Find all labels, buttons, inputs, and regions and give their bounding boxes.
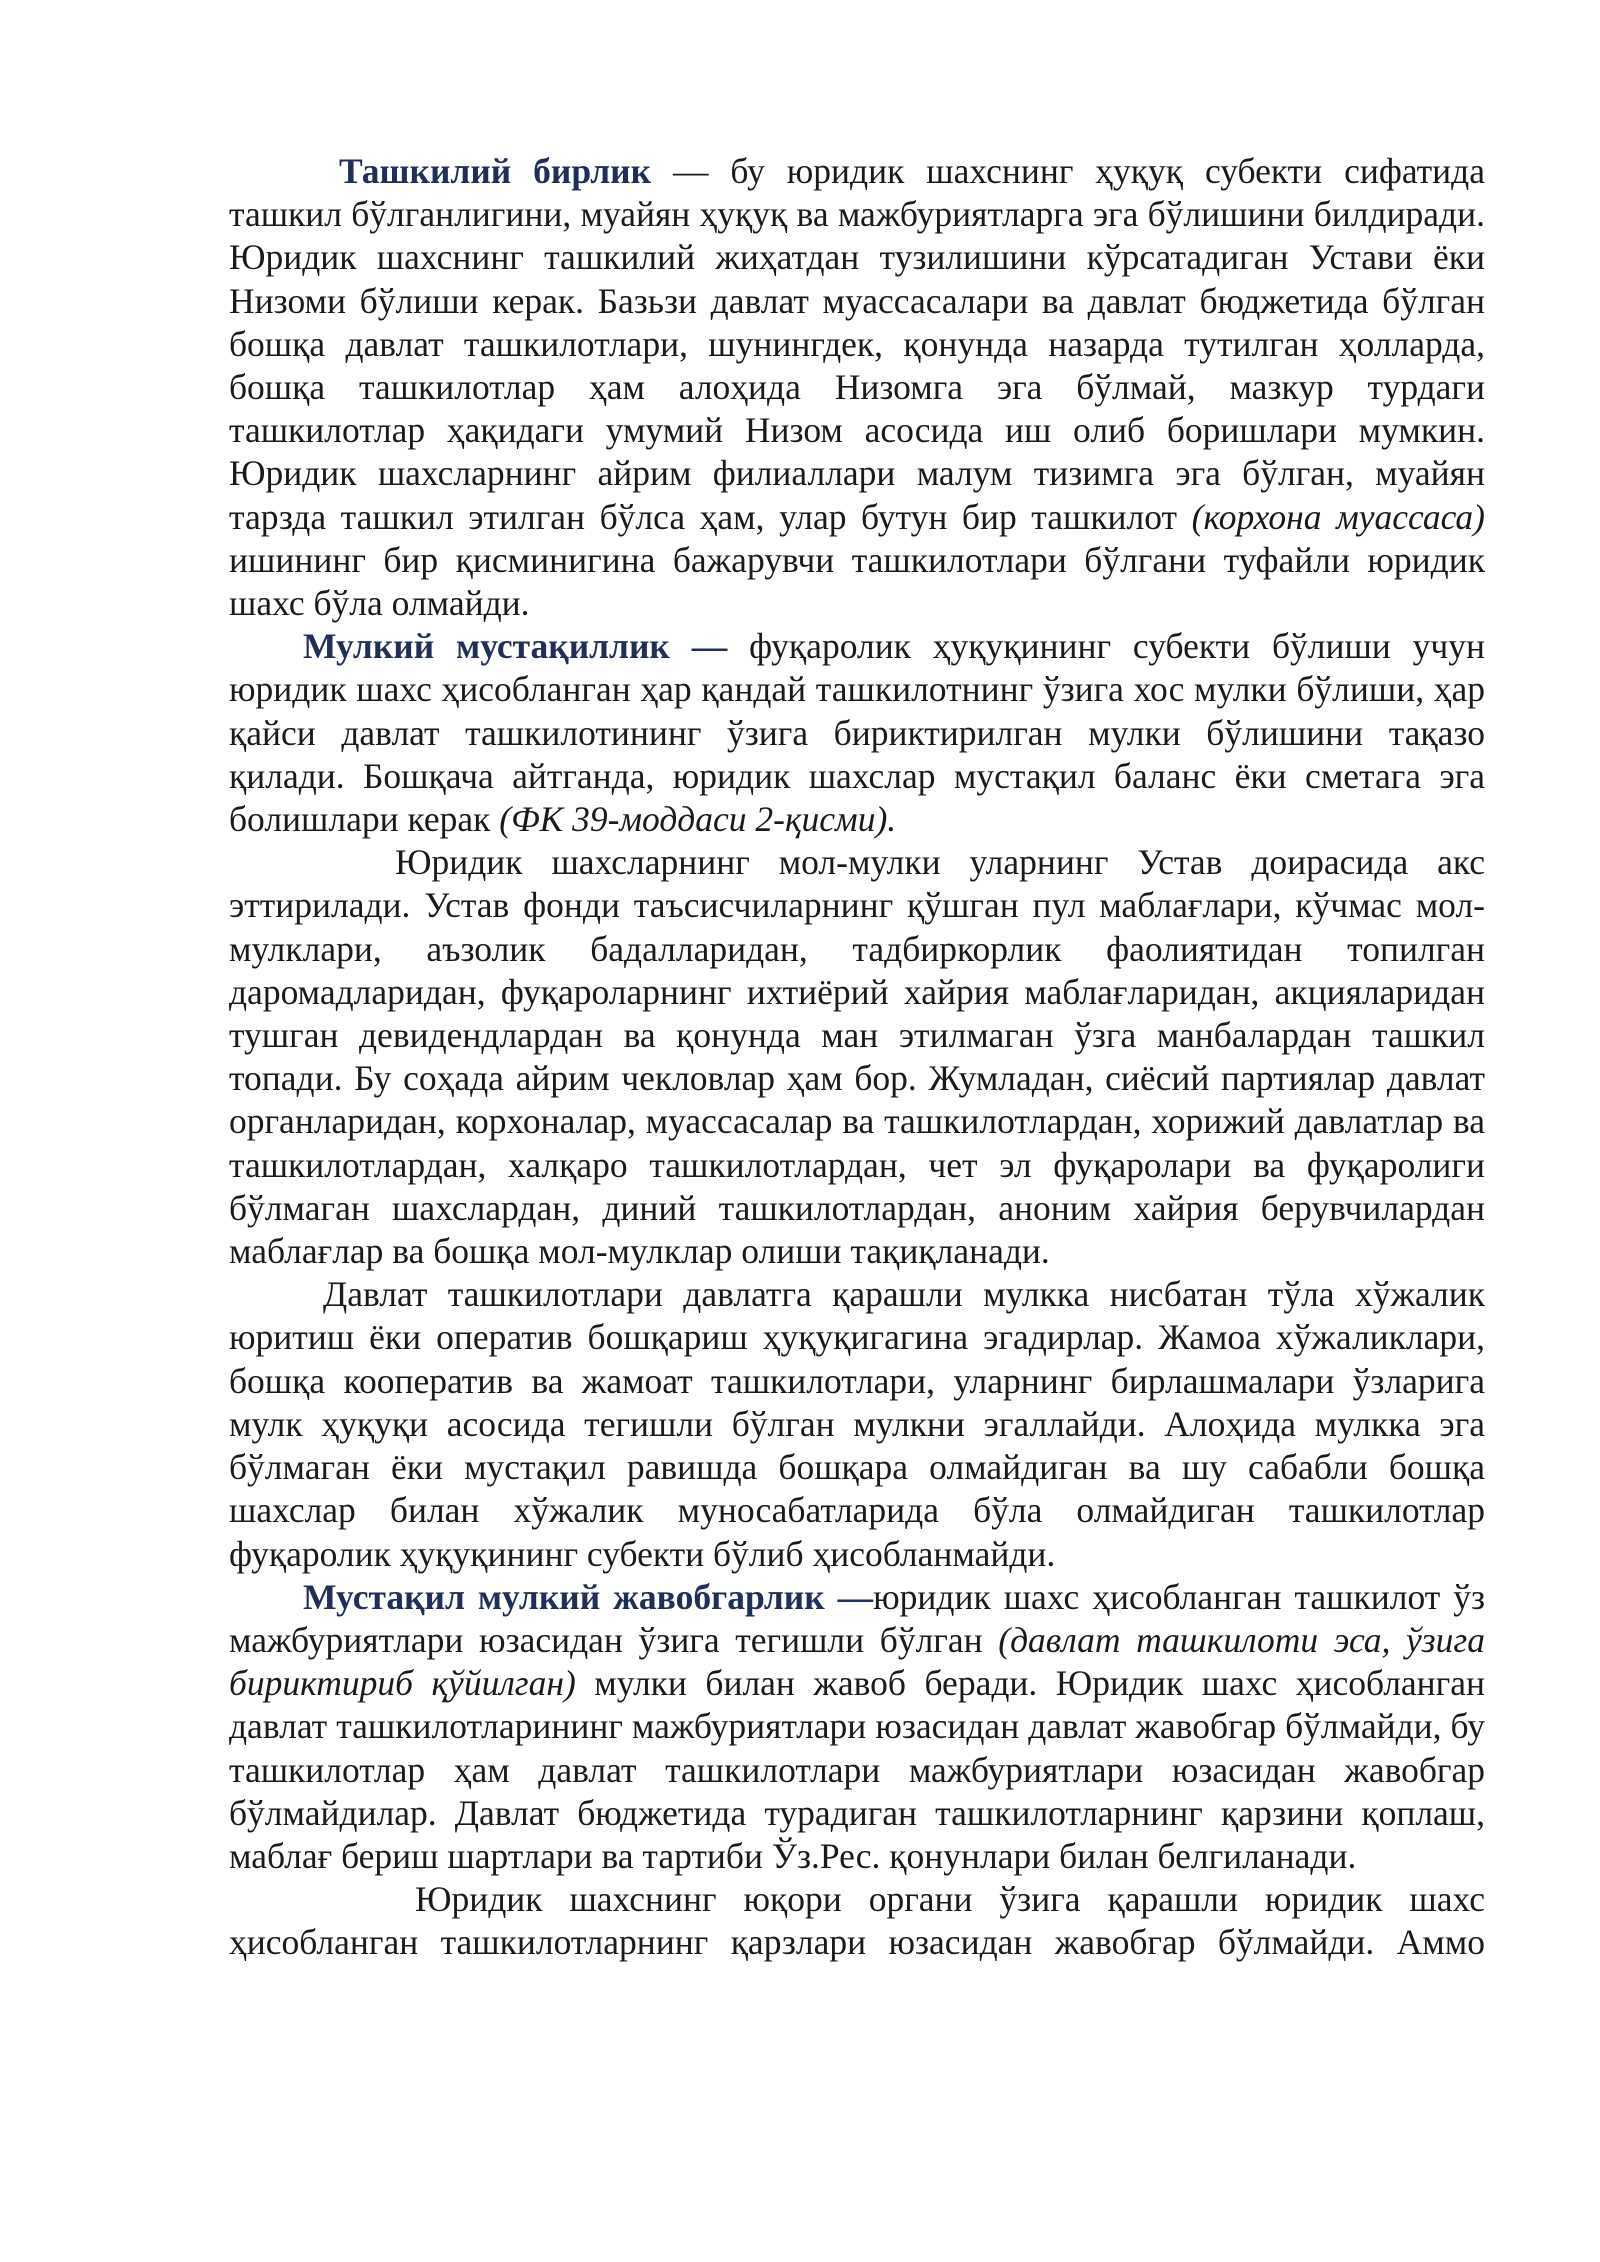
paragraph-property-independence [229, 625, 1485, 841]
italic-note: (ФК 39-моддаси 2-қисми). [499, 799, 897, 840]
term-property-independence: Мулкий мустақиллик — [303, 626, 728, 667]
paragraph-higher-body [229, 1878, 1485, 1964]
paragraph-organizational-unity [229, 150, 1485, 625]
italic-note: (корхона муассаса) [1191, 496, 1485, 537]
paragraph-text: ишининг бир қисминигина бажарувчи ташкилотлари бўлгани туфайли юридик шахс бўла олмайди. [229, 539, 1485, 624]
paragraph-property-sources [229, 841, 1485, 1273]
paragraph-independent-liability [229, 1576, 1485, 1878]
document-page [229, 150, 1485, 1965]
term-organizational-unity: Ташкилий бирлик [339, 151, 652, 191]
paragraph-text: Юридик шахснинг юқори органи ўзига қарашли юридик шахс ҳисобланган ташкилотларнинг қарзлари юзасидан жавобгар бўлмайди. Аммо [229, 1879, 1485, 1963]
paragraph-state-organizations [229, 1273, 1485, 1575]
paragraph-text: юридик шахс ҳисобланган ташкилот ўз мажбуриятлари юзасидан ўзига тегишли бўлган [229, 1576, 1485, 1660]
paragraph-text: Давлат ташкилотлари давлатга қарашли мулкка нисбатан тўла хўжалик юритиш ёки оператив бошқариш ҳуқуқигагина эгадирлар. Жамоа хўжаликлари, бошқа кооператив ва жамоат ташкилотлари, уларнинг бирлашмалари ўзларига мулк ҳуқуқи асосида тегишли бўлган мулкни эгаллайди. Алоҳида мулкка эга бўлмаган ёки мустақил равишда бошқара олмайдиган ва шу сабабли бошқа шахслар билан хўжалик муносабатларида бўла олмайдиган ташкилотлар фуқаролик ҳуқуқининг субекти бўлиб ҳисобланмайди. [229, 1274, 1485, 1574]
term-independent-liability: Мустақил мулкий жавобгарлик — [303, 1576, 874, 1617]
paragraph-text: фуқаролик ҳуқуқининг субекти бўлиши учун юридик шахс ҳисобланган ҳар қандай ташкилотнинг ўзига хос мулки бўлиши, ҳар қайси давлат ташкилотининг ўзига бириктирилган мулки бўлишини тақазо қилади. Бошқача айтганда, юридик шахслар мустақил баланс ёки сметага эга болишлари керак [229, 626, 1485, 840]
paragraph-text: — бу юридик шахснинг ҳуқуқ субекти сифатида ташкил бўлганлигини, муайян ҳуқуқ ва мажбуриятларга эга бўлишини билдиради. Юридик шахснинг ташкилий жиҳатдан тузилишини кўрсатадиган Устави ёки Низоми бўлиши керак. Базьзи давлат муассасалари ва давлат бюджетида бўлган бошқа давлат ташкилотлари, шунингдек, қонунда назарда тутилган ҳолларда, бошқа ташкилотлар ҳам алоҳида Низомга эга бўлмай, мазкур турдаги ташкилотлар ҳақидаги умумий Низом асосида иш олиб боришлари мумкин. Юридик шахсларнинг айрим филиаллари малум тизимга эга бўлган, муайян тарзда ташкил этилган бўлса ҳам, улар бутун бир ташкилот [229, 151, 1485, 537]
paragraph-text: Юридик шахсларнинг мол-мулки уларнинг Устав доирасида акс эттирилади. Устав фонди таъсисчиларнинг қўшган пул маблағлари, кўчмас мол-мулклари, аъзолик бадалларидан, тадбиркорлик фаолиятидан топилган даромадларидан, фуқароларнинг ихтиёрий хайрия маблағларидан, акцияларидан тушган девидендлардан ва қонунда ман этилмаган ўзга манбалардан ташкил топади. Бу соҳада айрим чекловлар ҳам бор. Жумладан, сиёсий партиялар давлат органларидан, корхоналар, муассасалар ва ташкилотлардан, хорижий давлатлар ва ташкилотлардан, халқаро ташкилотлардан, чет эл фуқаролари ва фуқаролиги бўлмаган шахслардан, диний ташкилотлардан, аноним хайрия берувчилардан маблағлар ва бошқа мол-мулклар олиши тақиқланади. [229, 842, 1485, 1272]
italic-note: (давлат ташкилоти эса, ўзига бириктириб қўйилган) [229, 1619, 1485, 1704]
paragraph-text: мулки билан жавоб беради. Юридик шахс ҳисобланган давлат ташкилотларининг мажбуриятлари юзасидан давлат жавобгар бўлмайди, бу ташкилотлар ҳам давлат ташкилотлари мажбуриятлари юзасидан жавобгар бўлмайдилар. Давлат бюджетида турадиган ташкилотларнинг қарзини қоплаш, маблағ бериш шартлари ва тартиби Ўз.Рес. қонунлари билан белгиланади. [229, 1663, 1485, 1876]
